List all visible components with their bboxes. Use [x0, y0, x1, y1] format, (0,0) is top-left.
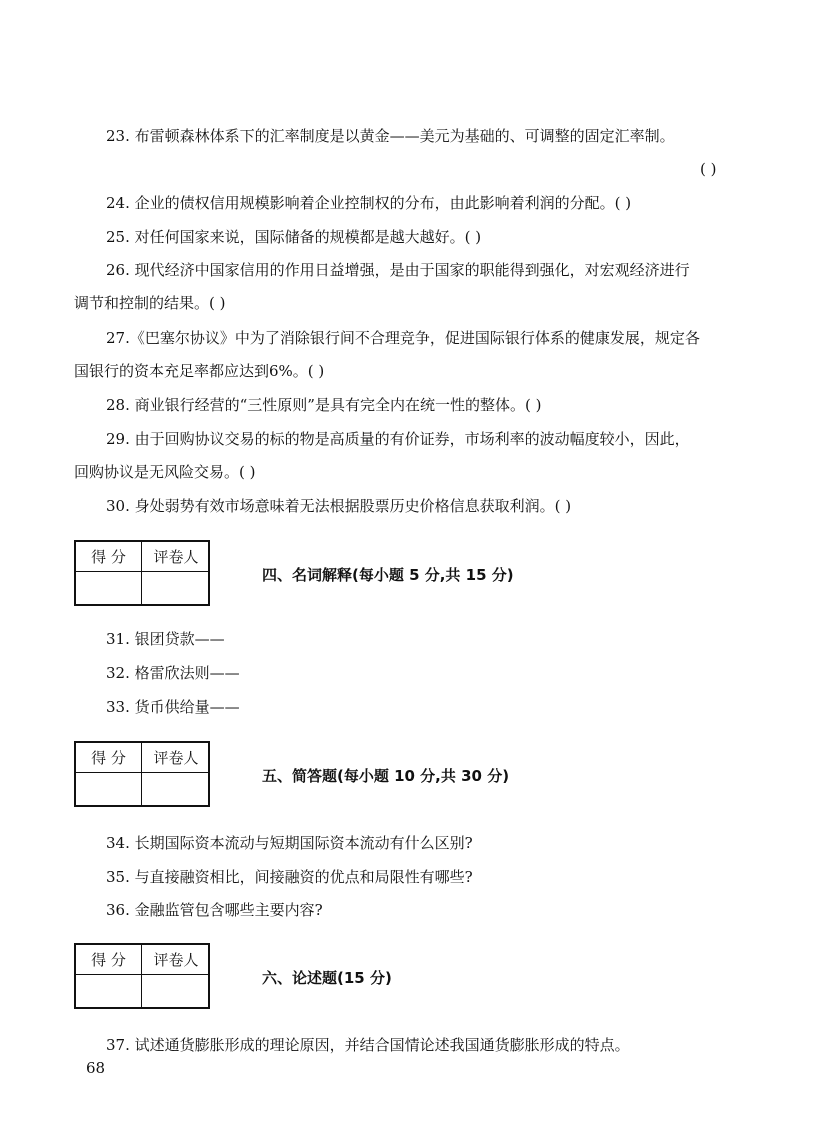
question-29-line2: 回购协议是无风险交易。( ) [74, 463, 256, 481]
score-box-section6 [74, 943, 210, 1009]
question-23-paren: ( ) [700, 160, 717, 178]
score-box-section5 [74, 741, 210, 807]
grader-cell [142, 773, 210, 805]
question-37: 37. 试述通货膨胀形成的理论原因，并结合国情论述我国通货膨胀形成的特点。 [106, 1036, 630, 1054]
question-25: 25. 对任何国家来说，国际储备的规模都是越大越好。( ) [106, 228, 482, 246]
question-24: 24. 企业的债权信用规模影响着企业控制权的分布，由此影响着利润的分配。( ) [106, 194, 632, 212]
score-box-section4 [74, 540, 210, 606]
section4-title: 四、名词解释(每小题 5 分,共 15 分) [262, 566, 514, 584]
question-28: 28. 商业银行经营的“三性原则”是具有完全内在统一性的整体。( ) [106, 396, 542, 414]
grader-cell [142, 975, 210, 1007]
score-cell [76, 975, 142, 1007]
score-cell [76, 572, 142, 604]
question-33: 33. 货币供给量—— [106, 698, 240, 716]
score-label: 得 分 [76, 542, 142, 572]
page-number: 68 [86, 1059, 106, 1077]
question-36: 36. 金融监管包含哪些主要内容? [106, 901, 323, 919]
grader-cell [142, 572, 210, 604]
question-23-line1: 23. 布雷顿森林体系下的汇率制度是以黄金——美元为基础的、可调整的固定汇率制。 [106, 127, 675, 145]
section5-title: 五、简答题(每小题 10 分,共 30 分) [262, 767, 510, 785]
score-label: 得 分 [76, 743, 142, 773]
grader-label: 评卷人 [142, 743, 210, 773]
question-35: 35. 与直接融资相比，间接融资的优点和局限性有哪些? [106, 868, 473, 886]
question-31: 31. 银团贷款—— [106, 630, 225, 648]
score-cell [76, 773, 142, 805]
question-26-line2: 调节和控制的结果。( ) [74, 294, 226, 312]
question-32: 32. 格雷欣法则—— [106, 664, 240, 682]
question-34: 34. 长期国际资本流动与短期国际资本流动有什么区别? [106, 834, 473, 852]
grader-label: 评卷人 [142, 945, 210, 975]
question-27-line2: 国银行的资本充足率都应达到6%。( ) [74, 362, 325, 380]
question-30: 30. 身处弱势有效市场意味着无法根据股票历史价格信息获取利润。( ) [106, 497, 572, 515]
question-29-line1: 29. 由于回购协议交易的标的物是高质量的有价证券，市场利率的波动幅度较小，因此， [106, 430, 690, 448]
section6-title: 六、论述题(15 分) [262, 969, 392, 987]
question-27-line1: 27.《巴塞尔协议》中为了消除银行间不合理竞争，促进国际银行体系的健康发展，规定各 [106, 329, 700, 347]
score-label: 得 分 [76, 945, 142, 975]
question-26-line1: 26. 现代经济中国家信用的作用日益增强，是由于国家的职能得到强化，对宏观经济进行 [106, 261, 690, 279]
grader-label: 评卷人 [142, 542, 210, 572]
